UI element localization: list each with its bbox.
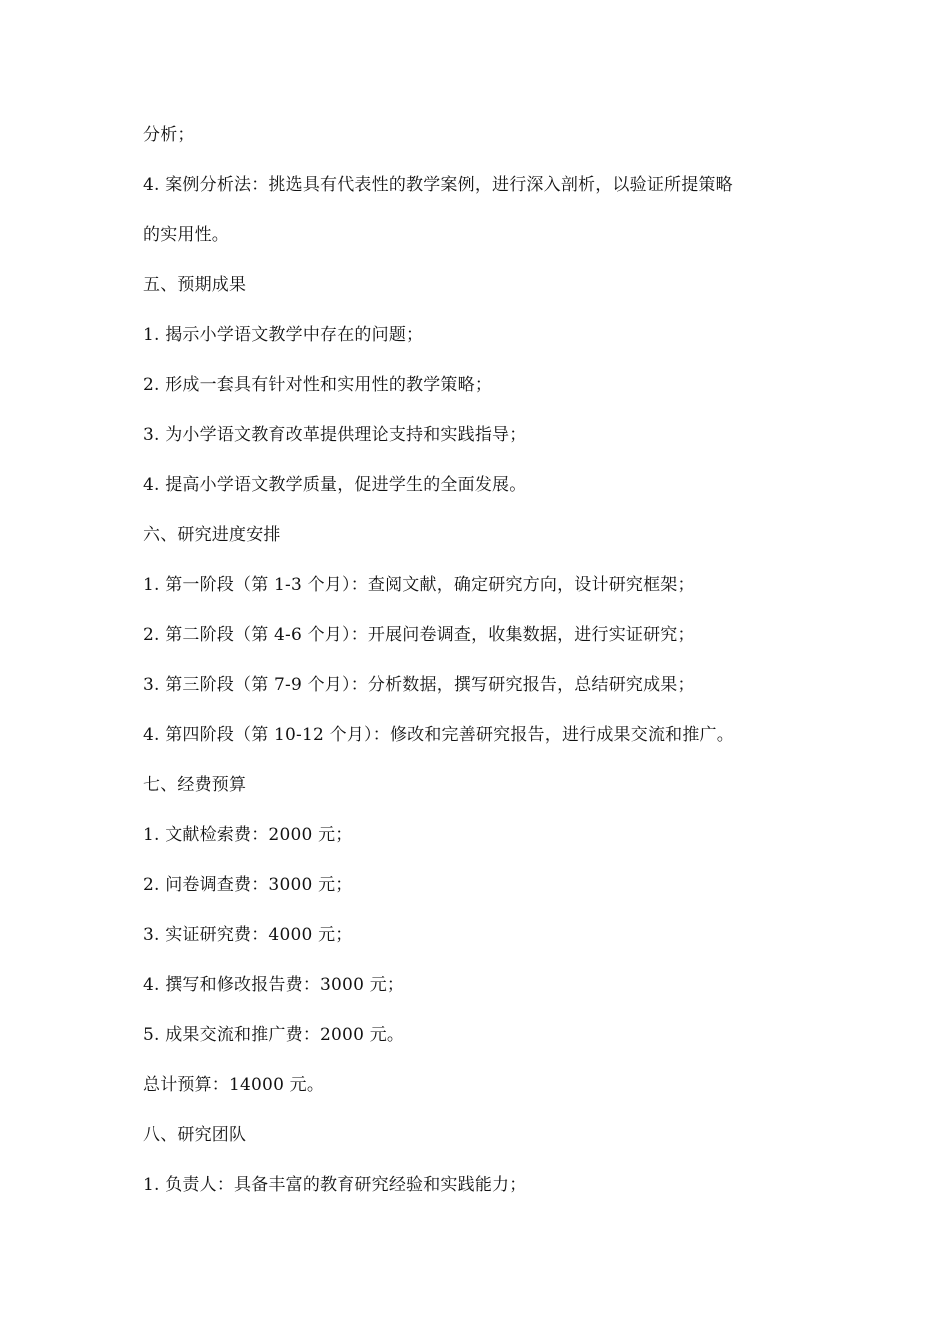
list-item-result-3: 3. 为小学语文教育改革提供理论支持和实践指导；	[143, 425, 527, 445]
section-heading-team: 八、研究团队	[143, 1125, 247, 1145]
text-line-analysis-continued: 分析；	[143, 125, 195, 145]
list-item-budget-1: 1. 文献检索费：2000 元；	[143, 825, 353, 845]
list-item-result-2: 2. 形成一套具有针对性和实用性的教学策略；	[143, 375, 493, 395]
list-item-phase-4: 4. 第四阶段（第 10-12 个月）：修改和完善研究报告，进行成果交流和推广。	[143, 725, 734, 745]
list-item-phase-3: 3. 第三阶段（第 7-9 个月）：分析数据，撰写研究报告，总结研究成果；	[143, 675, 695, 695]
list-item-phase-1: 1. 第一阶段（第 1-3 个月）：查阅文献，确定研究方向，设计研究框架；	[143, 575, 695, 595]
list-item-phase-2: 2. 第二阶段（第 4-6 个月）：开展问卷调查，收集数据，进行实证研究；	[143, 625, 695, 645]
list-item-budget-3: 3. 实证研究费：4000 元；	[143, 925, 353, 945]
budget-total: 总计预算：14000 元。	[143, 1075, 325, 1095]
list-item-case-analysis: 4. 案例分析法：挑选具有代表性的教学案例，进行深入剖析，以验证所提策略	[143, 175, 733, 195]
section-heading-expected-results: 五、预期成果	[143, 275, 247, 295]
list-item-budget-2: 2. 问卷调查费：3000 元；	[143, 875, 353, 895]
section-heading-schedule: 六、研究进度安排	[143, 525, 281, 545]
list-item-budget-4: 4. 撰写和修改报告费：3000 元；	[143, 975, 405, 995]
list-item-budget-5: 5. 成果交流和推广费：2000 元。	[143, 1025, 405, 1045]
text-line-practicality: 的实用性。	[143, 225, 229, 245]
document-body	[143, 110, 823, 1210]
list-item-team-leader: 1. 负责人：具备丰富的教育研究经验和实践能力；	[143, 1175, 527, 1195]
list-item-result-4: 4. 提高小学语文教学质量，促进学生的全面发展。	[143, 475, 527, 495]
section-heading-budget: 七、经费预算	[143, 775, 247, 795]
list-item-result-1: 1. 揭示小学语文教学中存在的问题；	[143, 325, 424, 345]
